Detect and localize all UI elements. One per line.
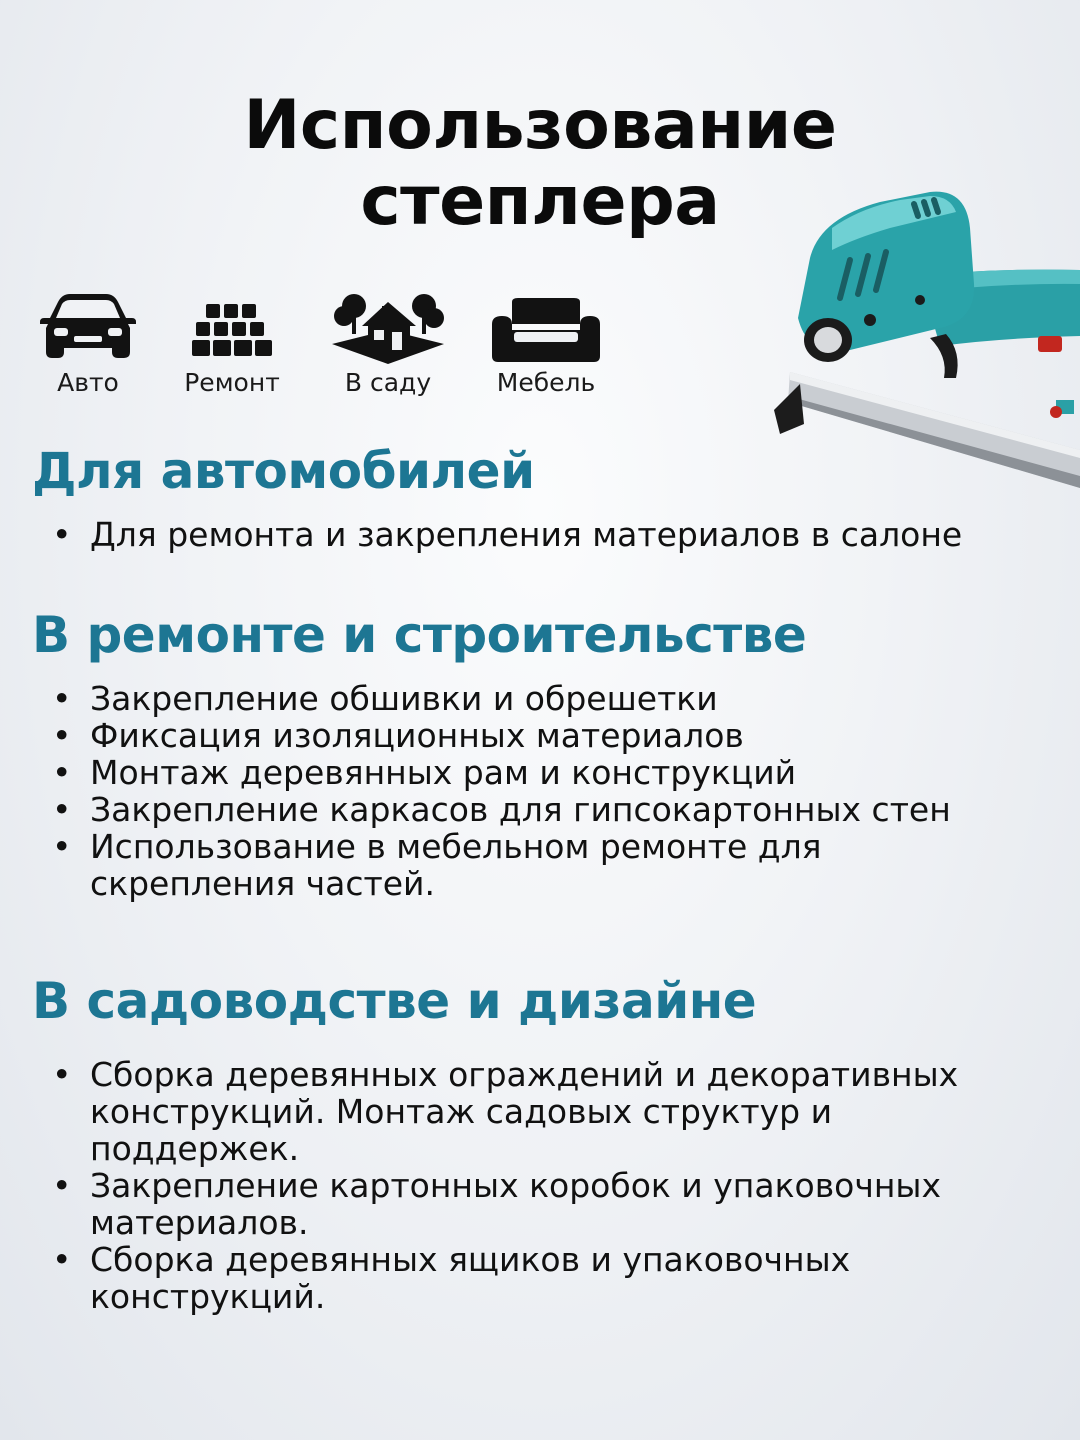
electric-stapler-image	[770, 188, 1080, 518]
section-heading-construction: В ремонте и строительстве	[32, 606, 807, 664]
category-label: Мебель	[496, 368, 596, 397]
list-item: • Закрепление каркасов для гипсокартонных стен	[0, 791, 1030, 828]
category-furniture	[476, 292, 616, 397]
section-heading-garden: В садоводстве и дизайне	[32, 972, 757, 1030]
list-item: • Закрепление обшивки и обрешетки	[0, 680, 1030, 717]
section-list-construction	[0, 680, 1030, 902]
list-item: • Фиксация изоляционных материалов	[0, 717, 1030, 754]
list-item: • Для ремонта и закрепления материалов в салоне	[0, 516, 1030, 553]
list-item: • Сборка деревянных ограждений и декоративных конструкций. Монтаж садовых структур и поддержек.	[0, 1056, 1030, 1167]
bricks-icon	[190, 302, 274, 358]
section-list-auto	[0, 516, 1030, 553]
garden-house-icon	[328, 292, 448, 366]
category-label: Авто	[57, 368, 119, 397]
section-list-garden	[0, 1056, 1030, 1315]
sofa-icon	[492, 298, 600, 364]
category-auto	[18, 292, 158, 397]
category-repair	[162, 292, 302, 397]
title-line-2: степлера	[360, 162, 720, 241]
title-line-1: Использование	[243, 86, 837, 165]
category-garden	[318, 292, 458, 397]
list-item: • Закрепление картонных коробок и упаковочных материалов.	[0, 1167, 1030, 1241]
list-item: • Монтаж деревянных рам и конструкций	[0, 754, 1030, 791]
section-heading-auto: Для автомобилей	[32, 442, 535, 500]
list-item: • Сборка деревянных ящиков и упаковочных конструкций.	[0, 1241, 1030, 1315]
category-label: Ремонт	[184, 368, 280, 397]
category-label: В саду	[344, 368, 432, 397]
list-item: • Использование в мебельном ремонте для скрепления частей.	[0, 828, 1030, 902]
car-icon	[40, 292, 136, 362]
